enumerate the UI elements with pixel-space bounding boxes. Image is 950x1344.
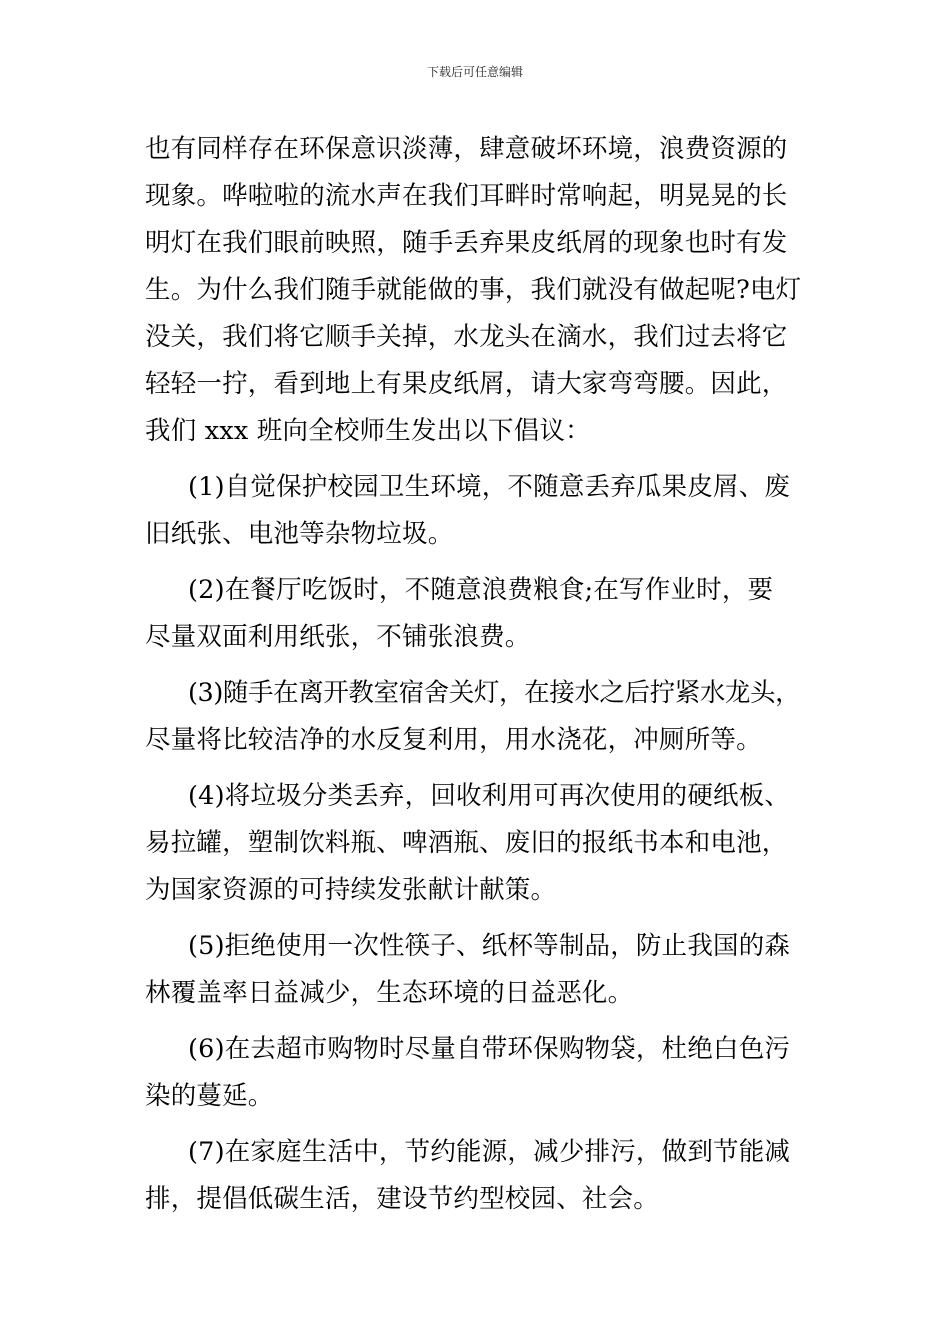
text-line: 也有同样存在环保意识淡薄，肆意破坏环境，浪费资源的 [145, 134, 788, 164]
text-line: 林覆盖率日益减少，生态环境的日益恶化。 [145, 978, 634, 1008]
text-line: (5)拒绝使用一次性筷子、纸杯等制品，防止我国的森 [188, 931, 791, 961]
text-line: 旧纸张、电池等杂物垃圾。 [145, 519, 454, 549]
page-header: 下载后可任意编辑 [426, 65, 523, 79]
paragraph-intro [145, 126, 835, 455]
text-line: 尽量将比较洁净的水反复利用，用水浇花，冲厕所等。 [145, 725, 762, 755]
text-line: (4)将垃圾分类丢弃，回收利用可再次使用的硬纸板、 [188, 781, 791, 811]
document-body [145, 126, 835, 1223]
text-line: 染的蔓延。 [145, 1081, 274, 1111]
text-line: 易拉罐，塑制饮料瓶、啤酒瓶、废旧的报纸书本和电池， [145, 828, 788, 858]
proposal-item-5 [145, 923, 835, 1017]
text-line: 生。为什么我们随手就能做的事，我们就没有做起呢?电灯 [145, 275, 802, 305]
proposal-item-6 [145, 1026, 835, 1120]
text-line: (2)在餐厅吃饭时，不随意浪费粮食;在写作业时，要 [188, 575, 774, 605]
proposal-item-3 [145, 670, 835, 764]
text-line: (7)在家庭生活中，节约能源，减少排污，做到节能减 [188, 1137, 791, 1167]
text-line: (6)在去超市购物时尽量自带环保购物袋，杜绝白色污 [188, 1034, 791, 1064]
text-line: 尽量双面利用纸张，不铺张浪费。 [145, 622, 531, 652]
text-line: 我们 xxx 班向全校师生发出以下倡议： [145, 416, 591, 446]
proposal-item-7 [145, 1129, 835, 1223]
text-line: 没关，我们将它顺手关掉，水龙头在滴水，我们过去将它 [145, 322, 788, 352]
proposal-item-2 [145, 567, 835, 661]
text-line: 排，提倡低碳生活，建设节约型校园、社会。 [145, 1184, 660, 1214]
text-line: 为国家资源的可持续发张献计献策。 [145, 875, 557, 905]
text-line: 现象。哗啦啦的流水声在我们耳畔时常响起，明晃晃的长 [145, 181, 788, 211]
proposal-item-4 [145, 773, 835, 914]
text-line: (1)自觉保护校园卫生环境，不随意丢弃瓜果皮屑、废 [188, 472, 791, 502]
text-line: (3)随手在离开教室宿舍关灯，在接水之后拧紧水龙头， [188, 678, 801, 708]
proposal-item-1 [145, 464, 835, 558]
text-line: 明灯在我们眼前映照，随手丢弃果皮纸屑的现象也时有发 [145, 228, 788, 258]
text-line: 轻轻一拧，看到地上有果皮纸屑，请大家弯弯腰。因此， [145, 369, 788, 399]
